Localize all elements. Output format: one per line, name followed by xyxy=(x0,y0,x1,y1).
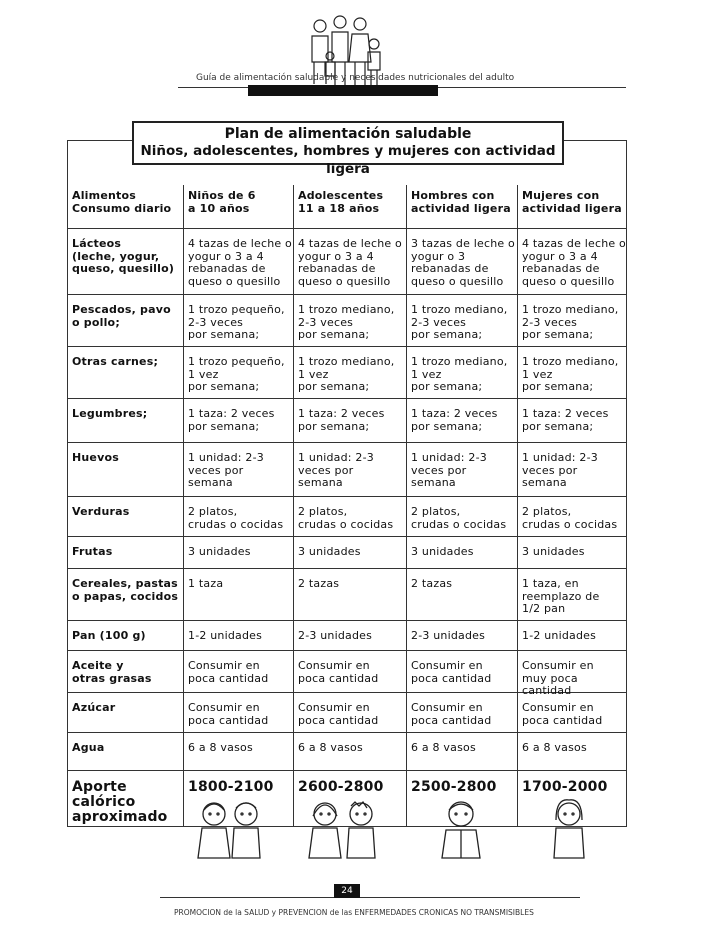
food-group-label: Cereales, pastas o papas, cocidos xyxy=(72,577,179,603)
table-cell: 1 trozo mediano, 1 vez por semana; xyxy=(522,355,619,393)
row-divider xyxy=(67,568,627,569)
row-divider xyxy=(67,442,627,443)
table-cell: 2500-2800 xyxy=(411,779,497,795)
column-header: Niños de 6 a 10 años xyxy=(188,189,256,215)
table-cell: 1 unidad: 2-3 veces por semana xyxy=(522,451,598,489)
food-group-label: Legumbres; xyxy=(72,407,148,420)
food-group-label: Pescados, pavo o pollo; xyxy=(72,303,171,329)
row-divider xyxy=(67,536,627,537)
table-cell: 1 taza: 2 veces por semana; xyxy=(411,407,498,433)
table-cell: 1 trozo mediano, 1 vez por semana; xyxy=(298,355,395,393)
row-divider xyxy=(67,620,627,621)
table-cell: 3 unidades xyxy=(188,545,251,558)
table-cell: 3 tazas de leche o yogur o 3 rebanadas de queso o quesillo xyxy=(411,237,515,288)
table-cell: 2-3 unidades xyxy=(298,629,373,642)
column-header: Adolescentes 11 a 18 años xyxy=(298,189,384,215)
row-divider xyxy=(67,228,627,229)
table-cell: Consumir en poca cantidad xyxy=(298,659,379,685)
table-cell: 6 a 8 vasos xyxy=(298,741,363,754)
running-title: Guía de alimentación saludable y necesidades nutricionales del adulto xyxy=(196,73,515,83)
food-group-label: Pan (100 g) xyxy=(72,629,146,642)
table-cell: 1 taza, en reemplazo de 1/2 pan xyxy=(522,577,600,615)
table-cell: Consumir en poca cantidad xyxy=(188,659,269,685)
table-cell: 1 trozo pequeño, 1 vez por semana; xyxy=(188,355,285,393)
table-cell: 3 unidades xyxy=(298,545,361,558)
food-group-label: Aceite y otras grasas xyxy=(72,659,152,685)
row-divider xyxy=(67,650,627,651)
column-header: Alimentos Consumo diario xyxy=(72,189,172,215)
table-cell: 4 tazas de leche o yogur o 3 a 4 rebanadas de queso o quesillo xyxy=(522,237,626,288)
row-divider xyxy=(67,294,627,295)
table-cell: 4 tazas de leche o yogur o 3 a 4 rebanadas de queso o quesillo xyxy=(298,237,402,288)
table-title: Plan de alimentación saludable xyxy=(224,126,472,142)
table-cell: 1 trozo mediano, 2-3 veces por semana; xyxy=(522,303,619,341)
table-cell: 1 taza: 2 veces por semana; xyxy=(522,407,609,433)
children-illustration xyxy=(190,798,270,860)
table-cell: 1800-2100 xyxy=(188,779,274,795)
table-cell: 1 trozo pequeño, 2-3 veces por semana; xyxy=(188,303,285,341)
table-cell: 1 trozo mediano, 2-3 veces por semana; xyxy=(298,303,395,341)
table-cell: Consumir en poca cantidad xyxy=(298,701,379,727)
table-cell: Consumir en poca cantidad xyxy=(411,701,492,727)
table-cell: 2 tazas xyxy=(411,577,453,590)
table-cell: 1 unidad: 2-3 veces por semana xyxy=(188,451,264,489)
table-cell: 3 unidades xyxy=(411,545,474,558)
table-cell: 2 tazas xyxy=(298,577,340,590)
row-divider xyxy=(67,398,627,399)
header-bar xyxy=(248,85,438,96)
food-group-label: Lácteos (leche, yogur, queso, quesillo) xyxy=(72,237,175,275)
table-cell: 1 trozo mediano, 2-3 veces por semana; xyxy=(411,303,508,341)
table-cell: 1-2 unidades xyxy=(188,629,263,642)
table-cell: 1 taza: 2 veces por semana; xyxy=(188,407,275,433)
teenagers-illustration xyxy=(303,798,383,860)
food-group-label: Huevos xyxy=(72,451,119,464)
table-cell: 2-3 unidades xyxy=(411,629,486,642)
row-divider xyxy=(67,732,627,733)
table-cell: 6 a 8 vasos xyxy=(522,741,587,754)
food-group-label: Otras carnes; xyxy=(72,355,159,368)
table-cell: 1 unidad: 2-3 veces por semana xyxy=(411,451,487,489)
column-divider xyxy=(183,185,184,826)
table-cell: Consumir en poca cantidad xyxy=(522,701,603,727)
food-group-label: Aporte calórico aproximado xyxy=(72,779,168,825)
table-cell: 4 tazas de leche o yogur o 3 a 4 rebanadas de queso o quesillo xyxy=(188,237,292,288)
table-cell: 6 a 8 vasos xyxy=(188,741,253,754)
table-cell: 1 trozo mediano, 1 vez por semana; xyxy=(411,355,508,393)
table-cell: 1 taza: 2 veces por semana; xyxy=(298,407,385,433)
table-cell: 2 platos, crudas o cocidas xyxy=(298,505,394,531)
table-cell: 2 platos, crudas o cocidas xyxy=(411,505,507,531)
column-header: Hombres con actividad ligera xyxy=(411,189,511,215)
row-divider xyxy=(67,496,627,497)
table-cell: 2 platos, crudas o cocidas xyxy=(188,505,284,531)
table-subtitle: Niños, adolescentes, hombres y mujeres con actividad ligera xyxy=(140,143,556,177)
table-title-box xyxy=(132,121,564,177)
table-cell: 1700-2000 xyxy=(522,779,608,795)
woman-illustration xyxy=(546,798,592,860)
column-header: Mujeres con actividad ligera xyxy=(522,189,622,215)
man-illustration xyxy=(438,798,484,860)
table-cell: 6 a 8 vasos xyxy=(411,741,476,754)
food-group-label: Agua xyxy=(72,741,105,754)
table-cell: 2 platos, crudas o cocidas xyxy=(522,505,618,531)
table-cell: Consumir en muy poca cantidad xyxy=(522,659,594,697)
table-cell: 2600-2800 xyxy=(298,779,384,795)
table-cell: 3 unidades xyxy=(522,545,585,558)
row-divider xyxy=(67,770,627,771)
food-group-label: Frutas xyxy=(72,545,113,558)
table-cell: Consumir en poca cantidad xyxy=(411,659,492,685)
food-group-label: Verduras xyxy=(72,505,130,518)
table-cell: 1 unidad: 2-3 veces por semana xyxy=(298,451,374,489)
footer-text: PROMOCION de la SALUD y PREVENCION de las ENFERMEDADES CRONICAS NO TRANSMISIBLES xyxy=(174,908,534,917)
table-cell: 1 taza xyxy=(188,577,224,590)
food-group-label: Azúcar xyxy=(72,701,116,714)
table-cell: 1-2 unidades xyxy=(522,629,597,642)
page-number: 24 xyxy=(334,884,360,898)
row-divider xyxy=(67,346,627,347)
footer-rule xyxy=(160,897,580,898)
table-cell: Consumir en poca cantidad xyxy=(188,701,269,727)
